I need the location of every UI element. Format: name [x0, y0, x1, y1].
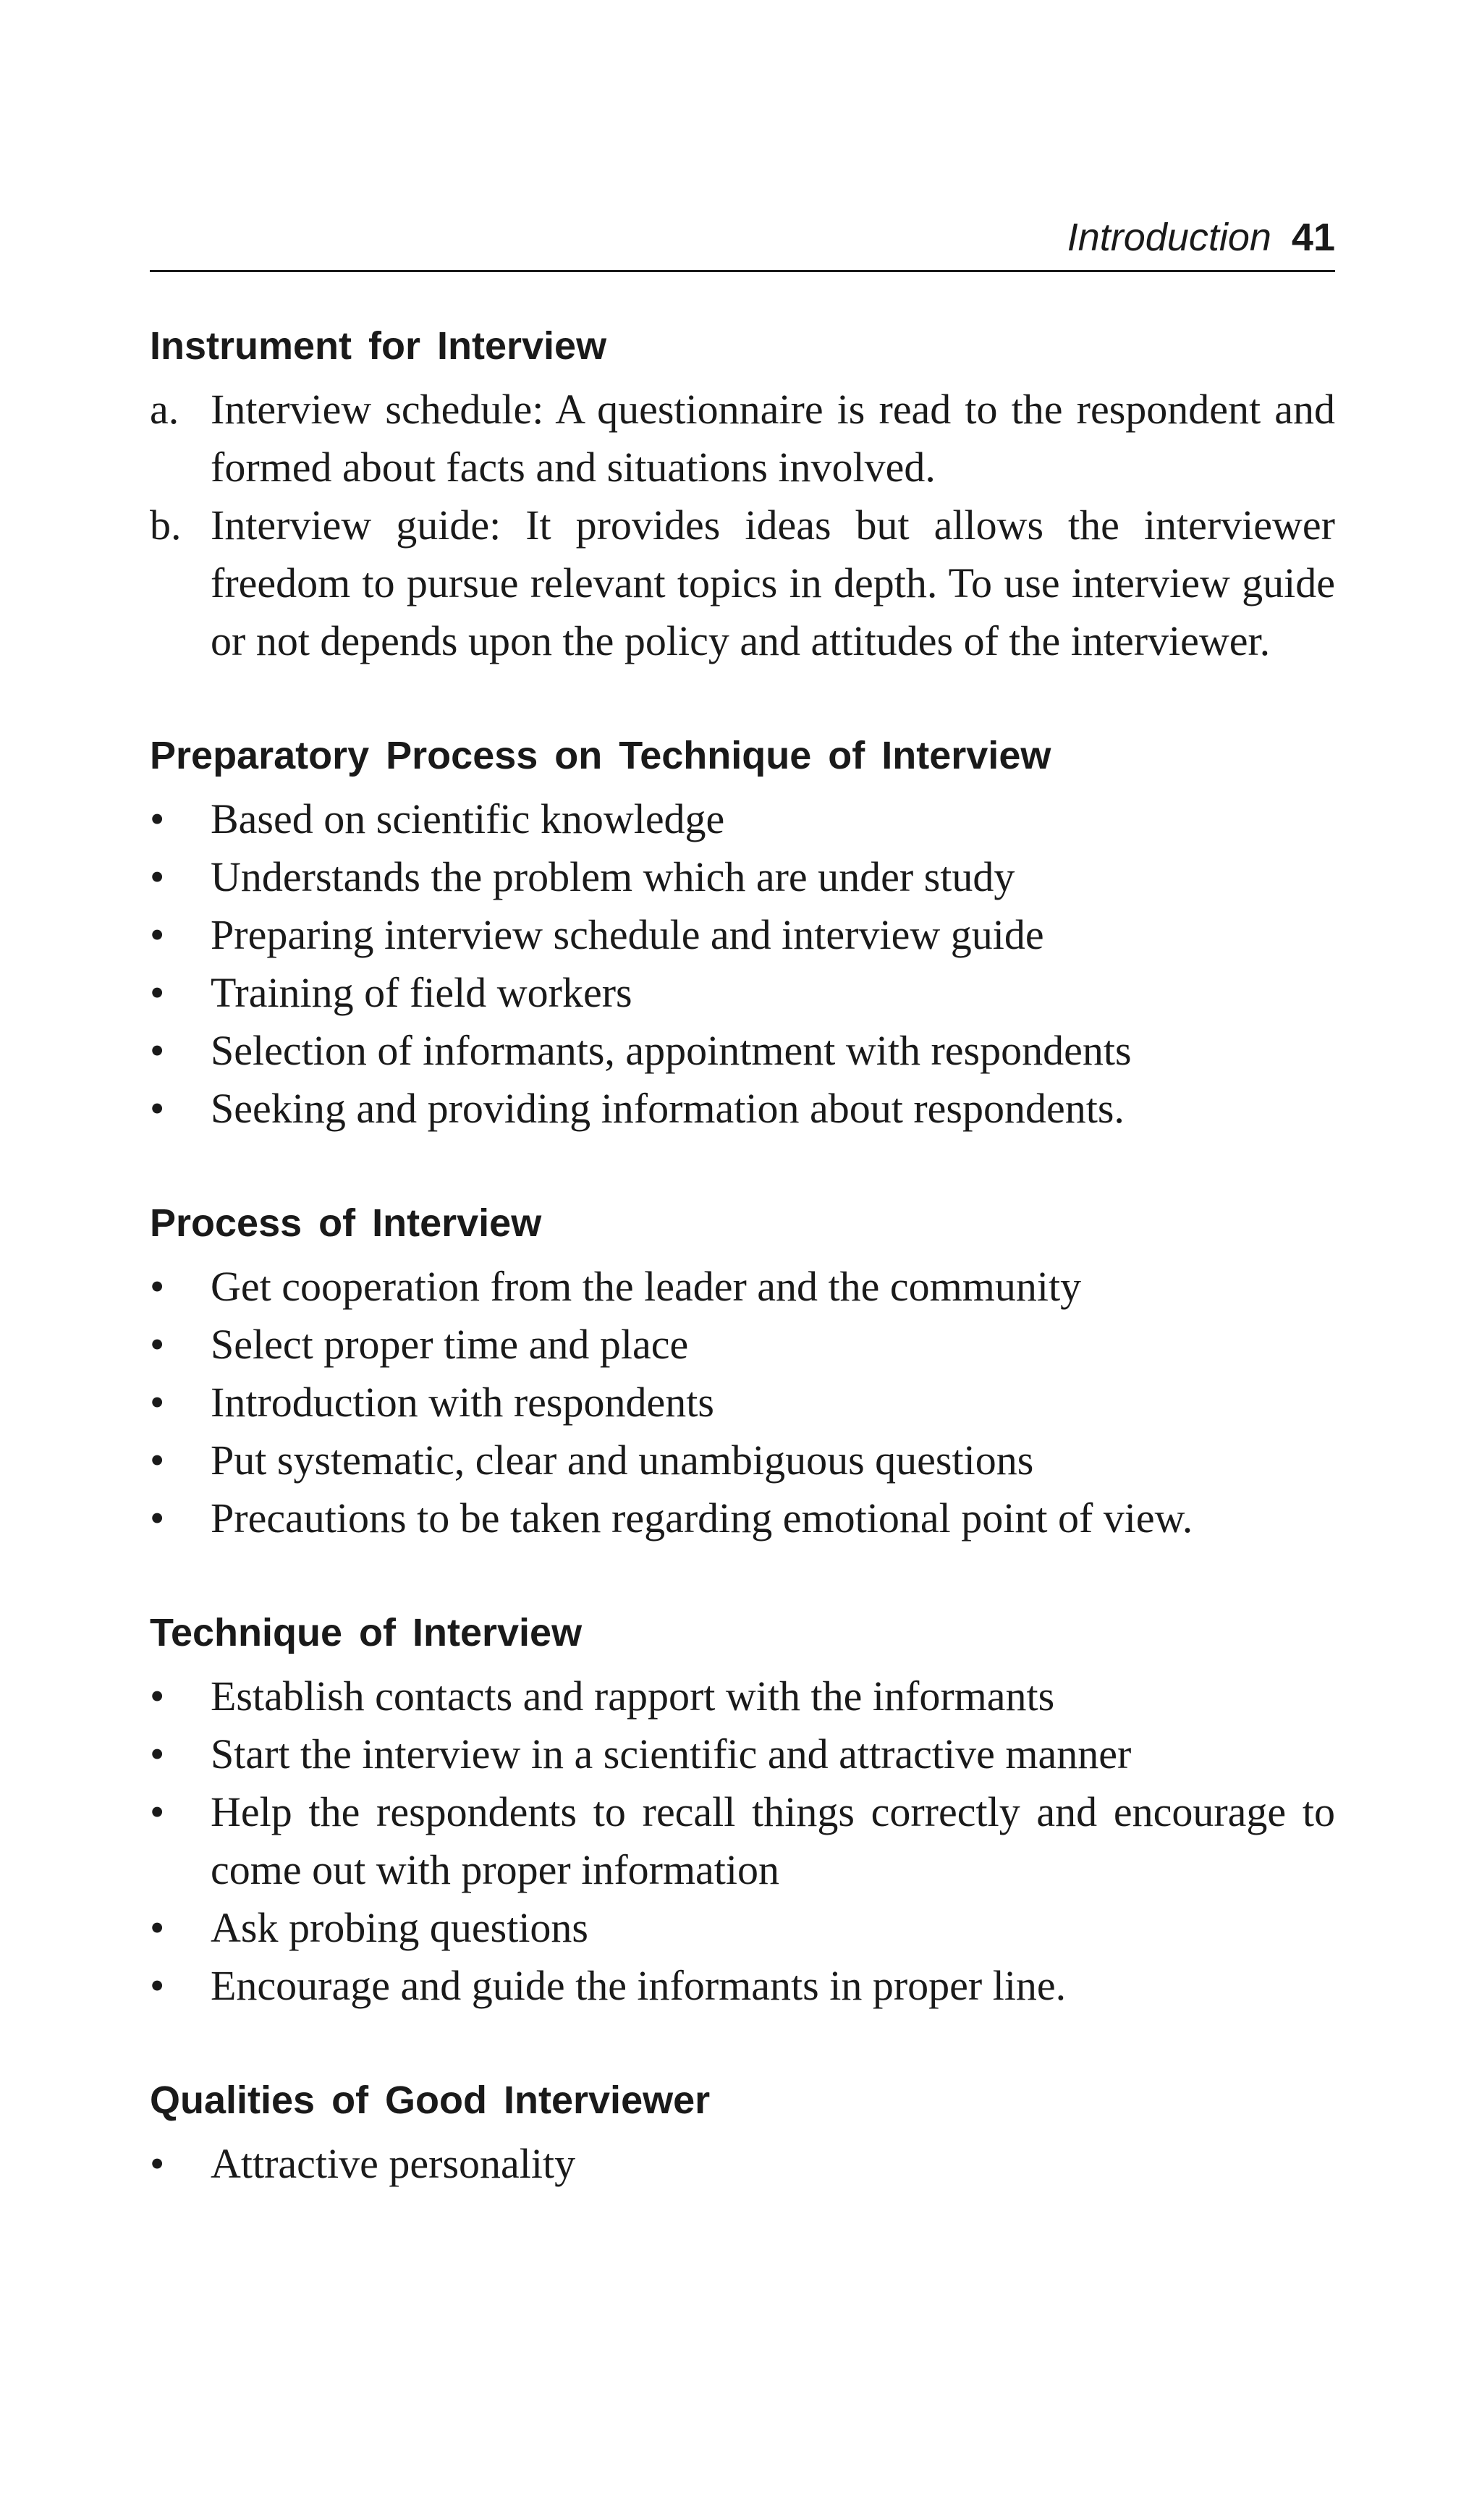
- list-item-text: Select proper time and place: [211, 1321, 689, 1368]
- section-heading: Preparatory Process on Technique of Interview: [150, 734, 1051, 777]
- bullet-icon: •: [150, 853, 165, 900]
- section-technique-of-interview: [150, 1604, 1335, 2015]
- bullet-list: [150, 790, 1335, 1138]
- bullet-icon: •: [150, 1027, 165, 1074]
- list-item: [150, 1258, 1335, 1316]
- bullet-icon: •: [150, 1437, 165, 1484]
- list-item: [150, 2135, 1335, 2193]
- section-preparatory-process: [150, 727, 1335, 1138]
- section-heading: Process of Interview: [150, 1201, 542, 1245]
- list-item-text: Precautions to be taken regarding emotional point of view.: [211, 1494, 1193, 1542]
- list-item: [150, 1957, 1335, 2015]
- list-item: [150, 1725, 1335, 1783]
- lettered-list: [150, 381, 1335, 670]
- bullet-icon: •: [150, 1321, 165, 1368]
- list-item: [150, 848, 1335, 906]
- list-item: [150, 1667, 1335, 1725]
- chapter-title: Introduction: [1067, 216, 1271, 259]
- list-item: [150, 964, 1335, 1022]
- list-item-text: Attractive personality: [211, 2140, 576, 2187]
- list-item: [150, 1783, 1335, 1899]
- bullet-list: [150, 1258, 1335, 1547]
- bullet-icon: •: [150, 2140, 165, 2187]
- list-letter: a.: [150, 386, 179, 433]
- list-item-text: Put systematic, clear and unambiguous questions: [211, 1437, 1034, 1484]
- section-heading: Technique of Interview: [150, 1611, 583, 1654]
- list-item: [150, 1899, 1335, 1957]
- section-heading: Qualities of Good Interviewer: [150, 2079, 711, 2122]
- list-item-text: Selection of informants, appointment with respondents: [211, 1027, 1132, 1074]
- list-item-text: Based on scientific knowledge: [211, 795, 725, 842]
- list-item-text: Interview schedule: A questionnaire is read to the respondent and formed about facts and situations involved.: [211, 386, 1335, 491]
- list-letter: b.: [150, 502, 182, 549]
- list-item-text: Encourage and guide the informants in proper line.: [211, 1962, 1067, 2009]
- list-item: [150, 1080, 1335, 1138]
- list-item-text: Ask probing questions: [211, 1904, 588, 1951]
- list-item-text: Understands the problem which are under study: [211, 853, 1015, 900]
- header-rule: [150, 270, 1335, 272]
- list-item-text: Training of field workers: [211, 969, 632, 1016]
- page-content: [150, 317, 1335, 2249]
- list-item: [150, 1489, 1335, 1547]
- bullet-icon: •: [150, 795, 165, 842]
- bullet-icon: •: [150, 1962, 165, 2009]
- section-qualities-of-good-interviewer: [150, 2071, 1335, 2193]
- bullet-icon: •: [150, 1263, 165, 1310]
- section-heading: Instrument for Interview: [150, 324, 607, 368]
- page-number: 41: [1291, 216, 1335, 259]
- list-item-text: Help the respondents to recall things correctly and encourage to come out with proper information: [211, 1788, 1335, 1893]
- list-item: [150, 1316, 1335, 1374]
- list-item-text: Establish contacts and rapport with the informants: [211, 1673, 1055, 1720]
- list-item: [150, 1374, 1335, 1432]
- bullet-icon: •: [150, 1085, 165, 1132]
- list-item-text: Preparing interview schedule and interview guide: [211, 911, 1044, 958]
- bullet-icon: •: [150, 1730, 165, 1777]
- bullet-icon: •: [150, 1788, 165, 1835]
- running-head: [1067, 214, 1335, 261]
- bullet-icon: •: [150, 1673, 165, 1720]
- list-item: [150, 496, 1335, 670]
- bullet-icon: •: [150, 1494, 165, 1542]
- list-item-text: Introduction with respondents: [211, 1379, 714, 1426]
- bullet-icon: •: [150, 911, 165, 958]
- section-instrument-for-interview: [150, 317, 1335, 670]
- list-item-text: Seeking and providing information about respondents.: [211, 1085, 1125, 1132]
- list-item: [150, 1022, 1335, 1080]
- bullet-icon: •: [150, 969, 165, 1016]
- list-item: [150, 790, 1335, 848]
- bullet-icon: •: [150, 1379, 165, 1426]
- list-item-text: Start the interview in a scientific and attractive manner: [211, 1730, 1132, 1777]
- list-item-text: Interview guide: It provides ideas but allows the interviewer freedom to pursue relevant topics in depth. To use interview guide or not depends upon the policy and attitudes of the interviewer.: [211, 502, 1335, 664]
- bullet-list: [150, 1667, 1335, 2015]
- bullet-icon: •: [150, 1904, 165, 1951]
- list-item: [150, 1432, 1335, 1489]
- section-process-of-interview: [150, 1194, 1335, 1547]
- bullet-list: [150, 2135, 1335, 2193]
- list-item: [150, 381, 1335, 496]
- list-item-text: Get cooperation from the leader and the community: [211, 1263, 1082, 1310]
- list-item: [150, 906, 1335, 964]
